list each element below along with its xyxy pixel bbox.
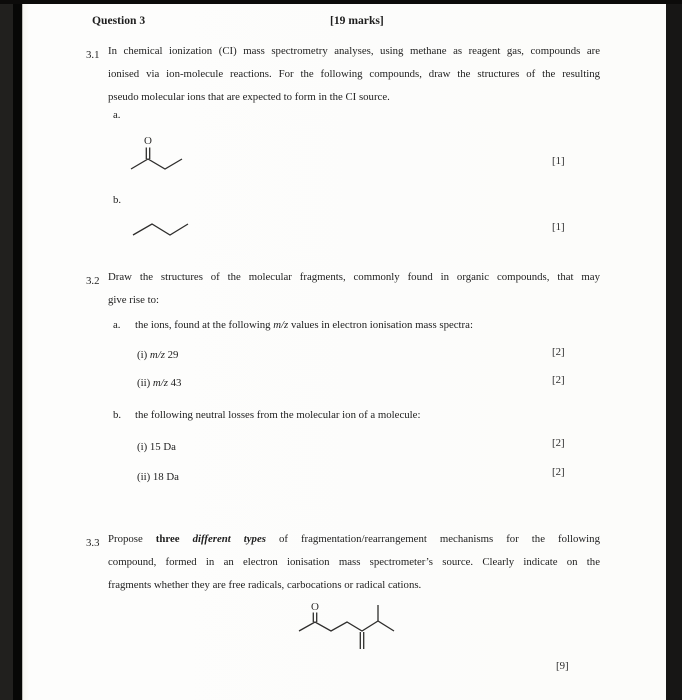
q32-sub-a-ii [137,376,181,391]
mz-value: 29 [164,349,179,361]
question-title: Question 3 [92,14,146,27]
q31-line: pseudo molecular ions that are expected to form in the CI source. [108,91,390,103]
q32-item-b-label: b. [113,409,122,421]
q32-sub-a-i-marks: [2] [552,346,565,358]
q32-sub-b-i-marks: [2] [552,437,565,449]
q31-item-b-label: b. [113,194,122,206]
q32-paragraph [108,266,600,312]
q33-l1-bold-italic: different types [192,533,266,545]
oxygen-atom-label: O [144,135,152,147]
structure-butane-skeletal [126,216,194,242]
q31-number: 3.1 [86,49,100,61]
q33-paragraph [108,528,600,597]
q32-item-a-label: a. [113,319,121,331]
q32-item-a-text [135,318,473,333]
q32-item-a-text-post: values in electron ionisation mass spectra: [288,319,473,331]
carbon-chain-bond [133,224,188,235]
exam-page [22,4,666,700]
q31-line: ionised via ion-molecule reactions. For the following compounds, draw the structures of the resulting [108,68,600,80]
q33-l1-pre: Propose [108,533,156,545]
q31-item-a-marks: [1] [552,155,565,167]
carbon-chain-bond [299,621,394,631]
q31-item-b-marks: [1] [552,221,565,233]
q31-item-a-label: a. [113,109,121,121]
q32-item-a-text-pre: the ions, found at the following [135,319,274,331]
q33-marks: [9] [556,660,569,672]
scan-background-right [666,0,682,700]
q32-number: 3.2 [86,275,100,287]
structure-butan-2-one-skeletal [124,128,194,180]
q32-item-b-text: the following neutral losses from the molecular ion of a molecule: [135,409,421,421]
q32-line: give rise to: [108,294,159,306]
structure-methyl-methylene-heptanone-skeletal [288,598,406,658]
item-index: (i) [137,349,150,361]
q33-l1-post: of fragmentation/rearrangement mechanisms for the following [265,533,600,545]
q31-paragraph [108,40,600,109]
mz-value: 43 [167,377,182,389]
scan-background-left [0,0,13,700]
q33-number: 3.3 [86,537,100,549]
scan-shadow-left [13,0,22,700]
item-index: (ii) [137,377,153,389]
q32-sub-a-ii-marks: [2] [552,374,565,386]
q32-line: Draw the structures of the molecular fragments, commonly found in organic compounds, that may [108,271,600,283]
q32-sub-a-i [137,348,178,363]
q31-line: In chemical ionization (CI) mass spectrometry analyses, using methane as reagent gas, compounds are [108,45,600,57]
q32-sub-b-i: (i) 15 Da [137,441,176,453]
q32-sub-b-ii-marks: [2] [552,466,565,478]
q33-line [108,528,600,551]
carbon-chain-bond [131,159,182,169]
mz-italic: m/z [149,349,165,361]
q32-sub-b-ii: (ii) 18 Da [137,471,179,483]
q33-line: fragments whether they are free radicals, carbocations or radical cations. [108,579,422,591]
q33-l1-bold: three [155,533,193,545]
q33-line: compound, formed in an electron ionisation mass spectrometer’s source. Clearly indicate on the [108,556,600,568]
question-total-marks: [19 marks] [330,14,384,27]
oxygen-atom-label: O [311,601,319,613]
mz-italic: m/z [152,377,168,389]
mz-italic: m/z [273,319,289,331]
